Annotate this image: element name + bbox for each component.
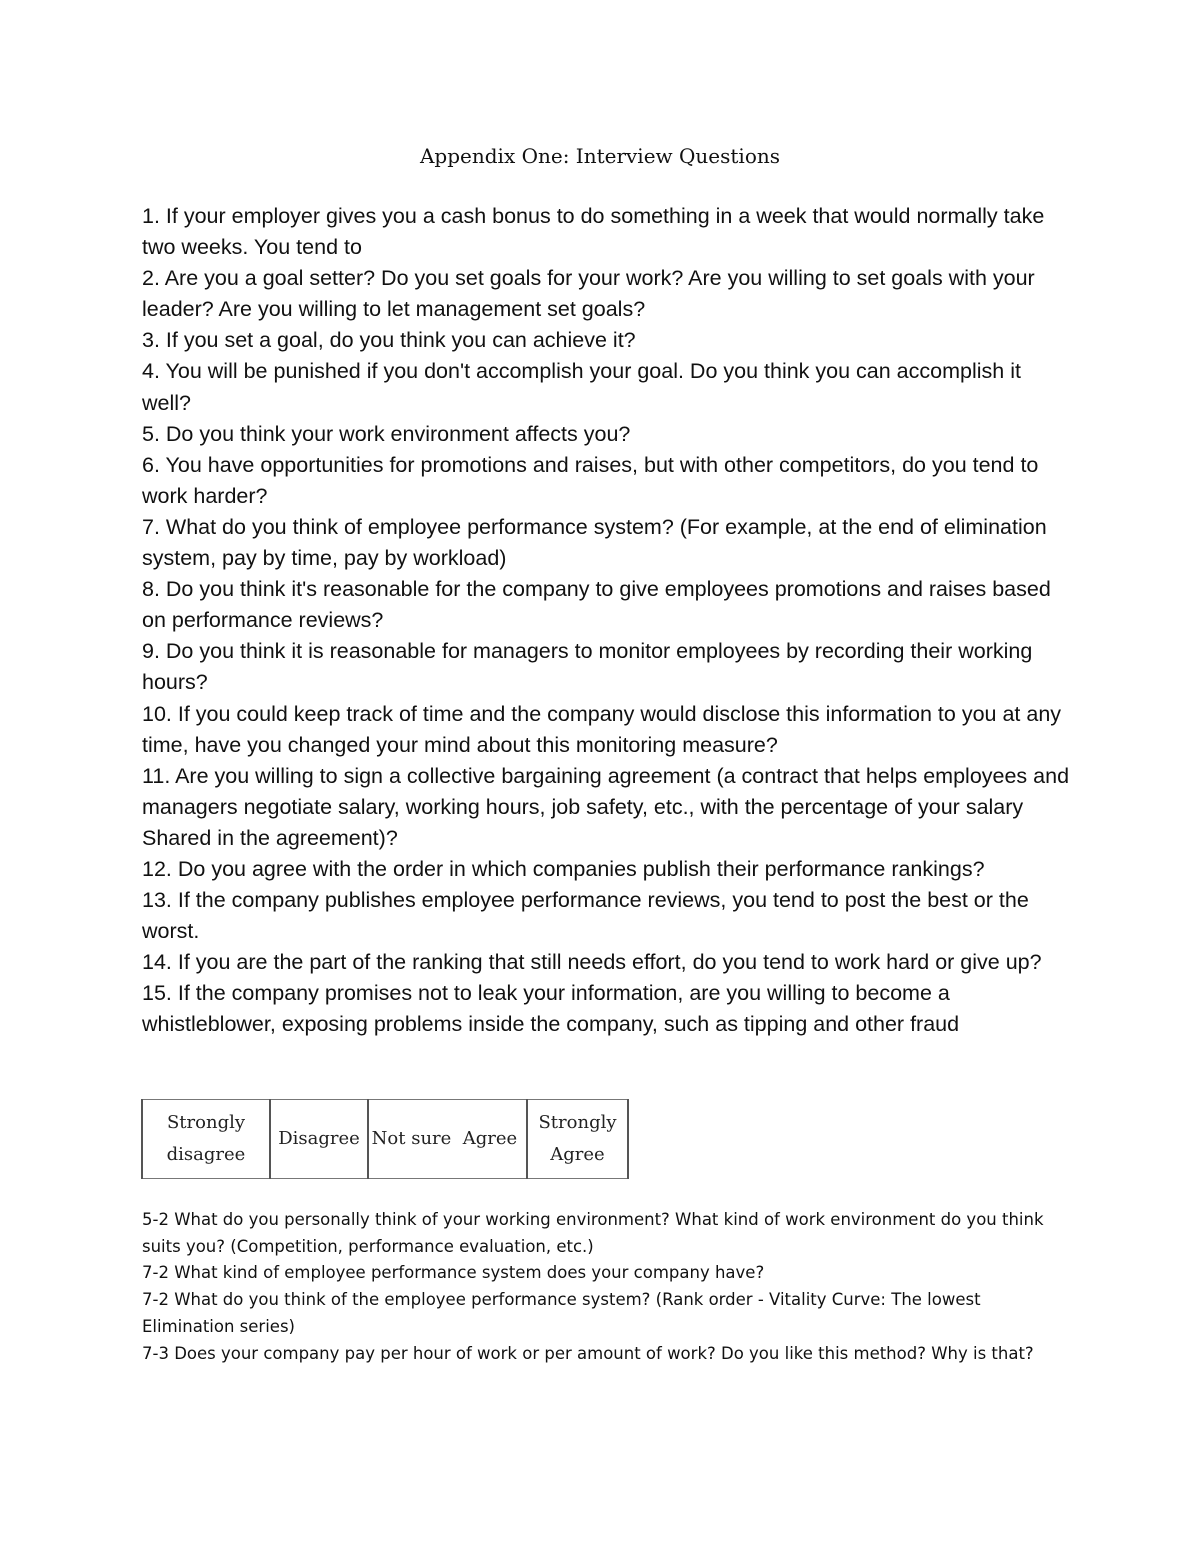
scale-option-not-sure: Not sure	[368, 1100, 454, 1179]
question-item: 6. You have opportunities for promotions and raises, but with other competitors, do you tend to work harder?	[142, 452, 1039, 508]
question-item: 1. If your employer gives you a cash bonus to do something in a week that would normally take two weeks. You tend to	[142, 204, 1045, 260]
question-item: 8. Do you think it's reasonable for the company to give employees promotions and raises based on performance reviews?	[142, 577, 1051, 633]
question-item: 5. Do you think your work environment affects you?	[142, 421, 631, 446]
scale-option-strongly-agree: Strongly Agree	[527, 1100, 628, 1179]
follow-up-item: 7-2 What kind of employee performance system does your company have?	[142, 1263, 765, 1283]
scale-option-agree: Agree	[454, 1100, 527, 1179]
interview-questions-list	[142, 201, 1072, 1041]
page-title: Appendix One: Interview Questions	[419, 144, 781, 168]
scale-option-disagree: Disagree	[270, 1100, 368, 1179]
follow-up-item: 7-3 Does your company pay per hour of work or per amount of work? Do you like this method? Why is that?	[142, 1343, 1034, 1363]
scale-option-strongly-disagree: Strongly disagree	[142, 1100, 270, 1179]
question-item: 10. If you could keep track of time and the company would disclose this information to you at any time, have you changed your mind about this monitoring measure?	[142, 701, 1062, 757]
question-item: 15. If the company promises not to leak your information, are you willing to become a whistleblower, exposing problems inside the company, such as tipping and other fraud	[142, 981, 960, 1037]
follow-up-item: 7-2 What do you think of the employee performance system? (Rank order - Vitality Curve: The lowest Elimination series)	[142, 1290, 981, 1336]
question-item: 2. Are you a goal setter? Do you set goals for your work? Are you willing to set goals with your leader? Are you willing to let management set goals?	[142, 266, 1035, 322]
question-item: 11. Are you willing to sign a collective bargaining agreement (a contract that helps employees and managers negotiate salary, working hours, job safety, etc., with the percentage of your salary Shared in the agreement)?	[142, 763, 1070, 850]
question-item: 7. What do you think of employee performance system? (For example, at the end of elimination system, pay by time, pay by workload)	[142, 514, 1047, 571]
follow-up-questions-list	[142, 1207, 1067, 1367]
question-item: 4. You will be punished if you don't accomplish your goal. Do you think you can accomplish it well?	[142, 359, 1021, 415]
likert-scale-row	[142, 1100, 628, 1179]
question-item: 3. If you set a goal, do you think you can achieve it?	[142, 328, 636, 353]
question-item: 9. Do you think it is reasonable for managers to monitor employees by recording their working hours?	[142, 639, 1033, 695]
follow-up-item: 5-2 What do you personally think of your working environment? What kind of work environment do you think suits you? (Competition, performance evaluation, etc.)	[142, 1210, 1044, 1256]
likert-scale-table	[141, 1099, 629, 1179]
question-item: 12. Do you agree with the order in which companies publish their performance rankings?	[142, 856, 985, 881]
question-item: 13. If the company publishes employee performance reviews, you tend to post the best or the worst.	[142, 888, 1029, 944]
question-item: 14. If you are the part of the ranking that still needs effort, do you tend to work hard or give up?	[142, 950, 1042, 975]
